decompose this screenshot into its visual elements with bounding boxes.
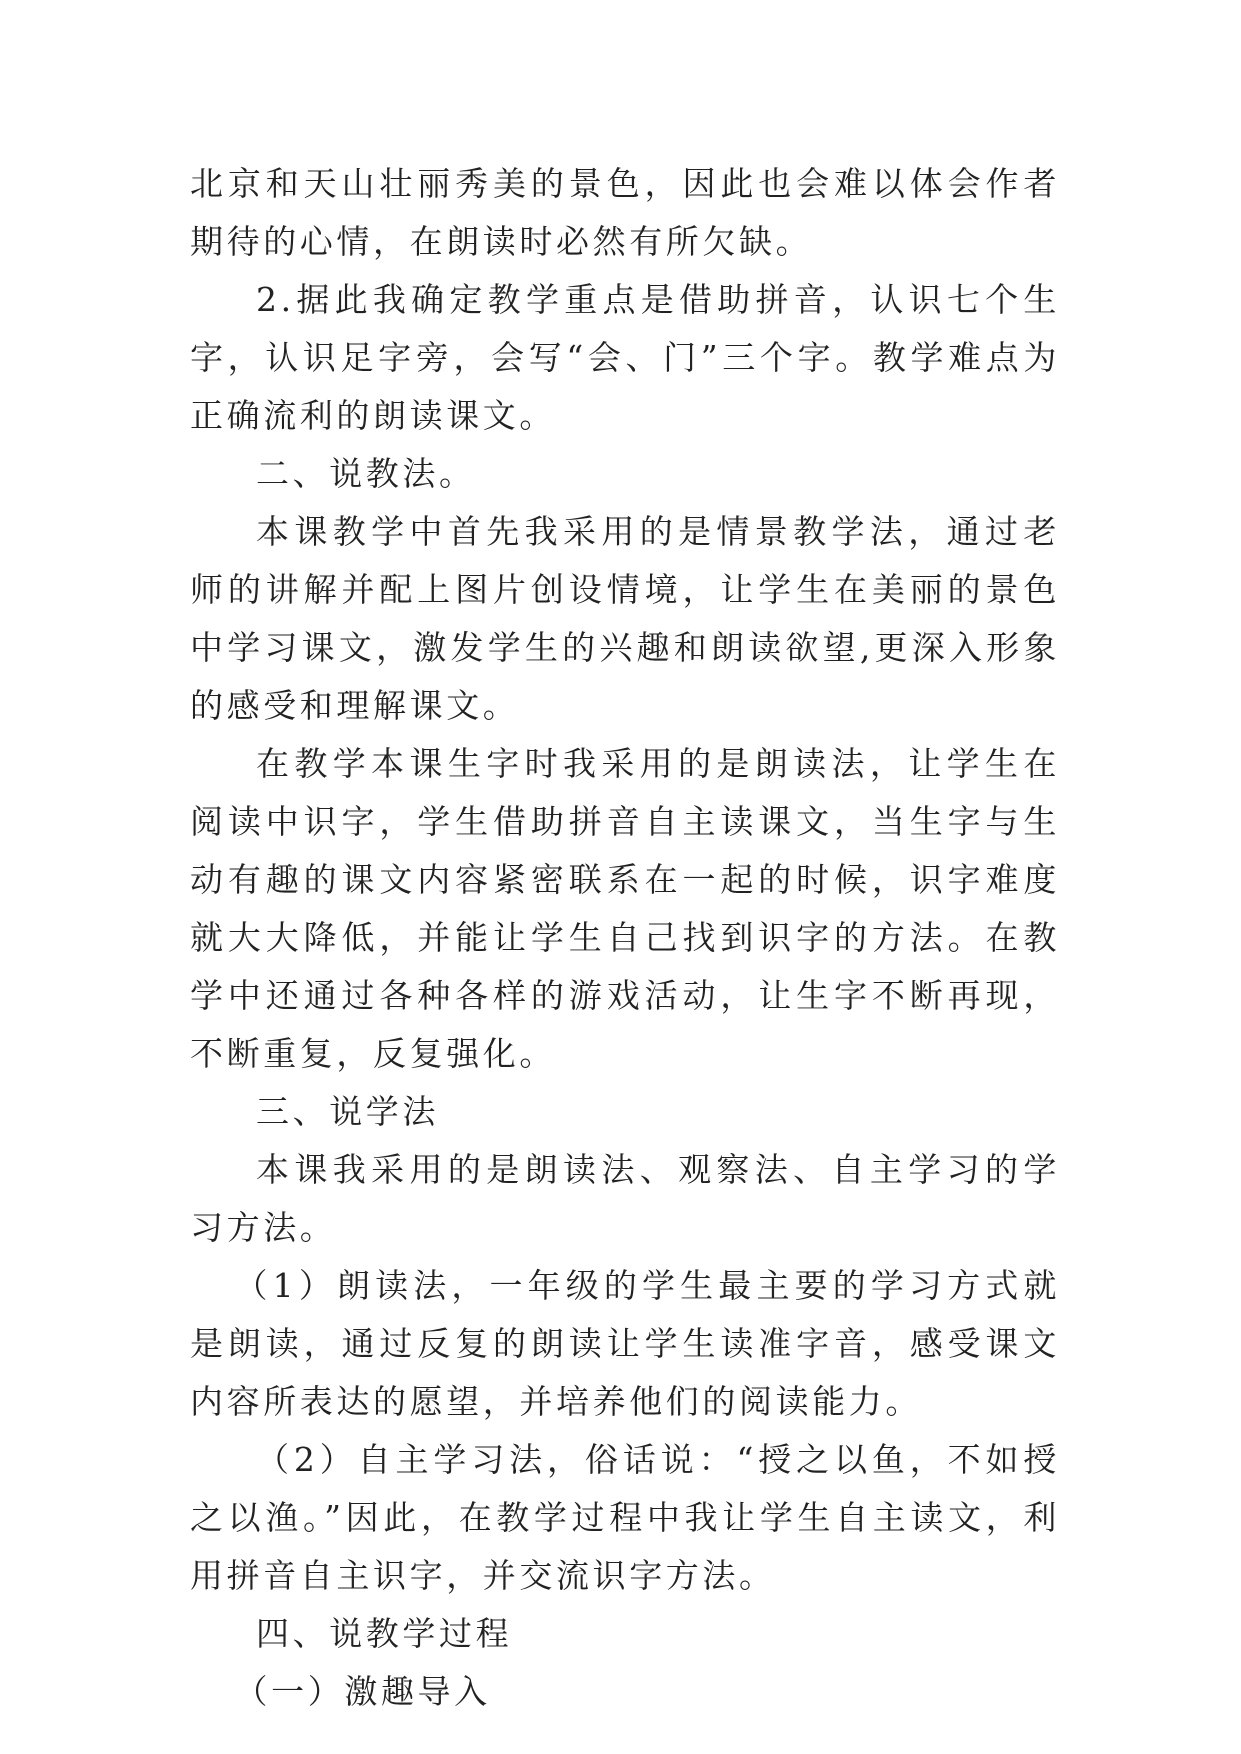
document-page <box>190 155 1060 1721</box>
paragraph-teaching-focus: 2.据此我确定教学重点是借助拼音，认识七个生字，认识足字旁，会写“会、门”三个字。教学难点为正确流利的朗读课文。 <box>190 280 1060 435</box>
paragraph-method-reading: （1）朗读法，一年级的学生最主要的学习方式就是朗读，通过反复的朗读让学生读准字音，感受课文内容所表达的愿望，并培养他们的阅读能力。 <box>190 1266 1060 1421</box>
paragraph-reading-method: 在教学本课生字时我采用的是朗读法，让学生在阅读中识字，学生借助拼音自主读课文，当生字与生动有趣的课文内容紧密联系在一起的时候，识字难度就大大降低，并能让学生自己找到识字的方法。在教学中还通过各种各样的游戏活动，让生字不断再现，不断重复，反复强化。 <box>190 744 1060 1073</box>
paragraph-learning-methods-intro: 本课我采用的是朗读法、观察法、自主学习的学习方法。 <box>190 1150 1060 1247</box>
section-heading-teaching-process: 四、说教学过程 <box>256 1614 513 1653</box>
paragraph-continued: 北京和天山壮丽秀美的景色，因此也会难以体会作者期待的心情，在朗读时必然有所欠缺。 <box>190 164 1060 261</box>
section-heading-learning-method: 三、说学法 <box>256 1092 439 1131</box>
paragraph-method-self-study: （2）自主学习法，俗话说：“授之以鱼，不如授之以渔。”因此，在教学过程中我让学生自主读文，利用拼音自主识字，并交流识字方法。 <box>190 1440 1060 1595</box>
paragraph-situational-method: 本课教学中首先我采用的是情景教学法，通过老师的讲解并配上图片创设情境，让学生在美丽的景色中学习课文，激发学生的兴趣和朗读欲望,更深入形象的感受和理解课文。 <box>190 512 1060 725</box>
subheading-introduction: （一）激趣导入 <box>234 1672 491 1711</box>
section-heading-teaching-method: 二、说教法。 <box>256 454 476 493</box>
